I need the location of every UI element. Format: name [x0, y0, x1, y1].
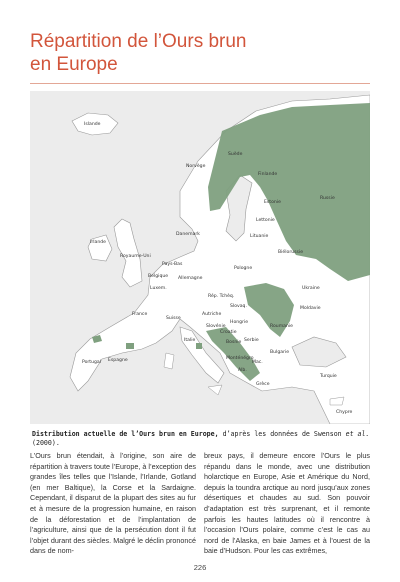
label-suede: Suède	[228, 152, 243, 157]
label-luxembourg: Luxem.	[150, 286, 167, 291]
label-lituanie: Lituanie	[250, 234, 269, 239]
label-pologne: Pologne	[234, 266, 253, 271]
label-bielorussie: Biélorussie	[278, 250, 304, 255]
label-roumanie: Roumanie	[270, 324, 294, 329]
bear-range-abruzzo	[196, 343, 202, 349]
caption-source: d’après les données de Swenson	[218, 430, 346, 438]
page-title	[30, 30, 370, 76]
label-bulgarie: Bulgarie	[270, 350, 290, 355]
page-title-line-1: Répartition de l’Ours brun	[30, 31, 247, 52]
bear-range-pyrenees	[126, 343, 134, 349]
label-royaume-uni: Royaume-Uni	[120, 254, 151, 259]
label-slovenie: Slovénie	[206, 324, 226, 329]
label-slovaquie: Slovaq.	[230, 304, 247, 309]
label-russie: Russie	[320, 196, 335, 201]
label-belgique: Belgique	[148, 274, 169, 279]
caption-bold: Distribution actuelle de l’Ours brun en Europe,	[32, 430, 219, 438]
label-islande: Islande	[84, 122, 101, 127]
label-allemagne: Allemagne	[178, 276, 203, 281]
corsica-sardinia-land	[164, 353, 174, 369]
map-svg	[30, 91, 370, 424]
europe-distribution-map	[30, 91, 370, 424]
label-suisse: Suisse	[166, 316, 181, 321]
title-divider	[30, 83, 370, 84]
label-pays-bas: Pays-Bas	[162, 262, 183, 267]
label-portugal: Portugal	[82, 360, 102, 365]
label-ukraine: Ukraine	[302, 286, 320, 291]
map-caption	[32, 430, 372, 448]
label-danemark: Danemark	[176, 232, 200, 237]
label-france: France	[132, 312, 148, 317]
label-irlande: Irlande	[90, 240, 106, 245]
label-chypre: Chypre	[336, 410, 353, 415]
label-italie: Italie	[184, 338, 196, 343]
body-text-left-column: L’Ours brun étendait, à l’origine, son aire de répartition à travers toute l’Europe, à l’exception des grandes îles telles que l’Islande, l’Irlande, Gotland (en mer Baltique), la Corse et la Sardaigne. Cependant, il disparut de la plupart des sites au fur et à mesure de la progression humaine, en raison de la déforestation et de l’implantation de l’agriculture, ainsi que de la persécution dont il fut l’objet durant des siècles. Malgré le déclin prononcé dans de nom-	[30, 451, 196, 556]
caption-year: (2000).	[32, 439, 60, 447]
label-mac: Mac.	[252, 360, 263, 365]
label-lettonie: Lettonie	[256, 218, 275, 223]
label-alb: Alb.	[238, 368, 247, 373]
label-moldavie: Moldavie	[300, 306, 321, 311]
label-serbie: Serbie	[244, 338, 259, 343]
label-estonie: Estonie	[264, 200, 281, 205]
label-grece: Grèce	[256, 382, 270, 387]
label-norvege: Norvège	[186, 164, 206, 169]
label-hongrie: Hongrie	[230, 320, 249, 325]
label-finlande: Finlande	[258, 172, 278, 177]
label-espagne: Espagne	[108, 358, 128, 363]
label-autriche: Autriche	[202, 312, 222, 317]
label-bosnie: Bosnie	[226, 340, 242, 345]
label-montenegro: Monténégro	[226, 356, 254, 361]
page-number: 226	[193, 563, 207, 572]
label-rep-tcheque: Rép. Tchèq.	[208, 294, 235, 299]
body-text-right-column: breux pays, il demeure encore l’Ours le plus répandu dans le monde, avec une distribution holarctique en Europe, Asie et Amérique du Nord, depuis la toundra arctique au nord jusqu’aux zones désertiques et chaudes au sud. Son pouvoir d’adaptation est très surprenant, et il remonte parfois les hautes latitudes où il rencontre à l’occasion l’Ours polaire, comme c’est le cas au nord de l’Alaska, en baie James et à l’ouest de la baie d’Hudson. Pour les cas extrêmes,	[204, 451, 370, 556]
page-title-line-2: en Europe	[30, 54, 118, 75]
caption-italic: et al.	[345, 430, 370, 438]
label-turquie: Turquie	[320, 374, 337, 379]
label-croatie: Croatie	[220, 330, 237, 335]
